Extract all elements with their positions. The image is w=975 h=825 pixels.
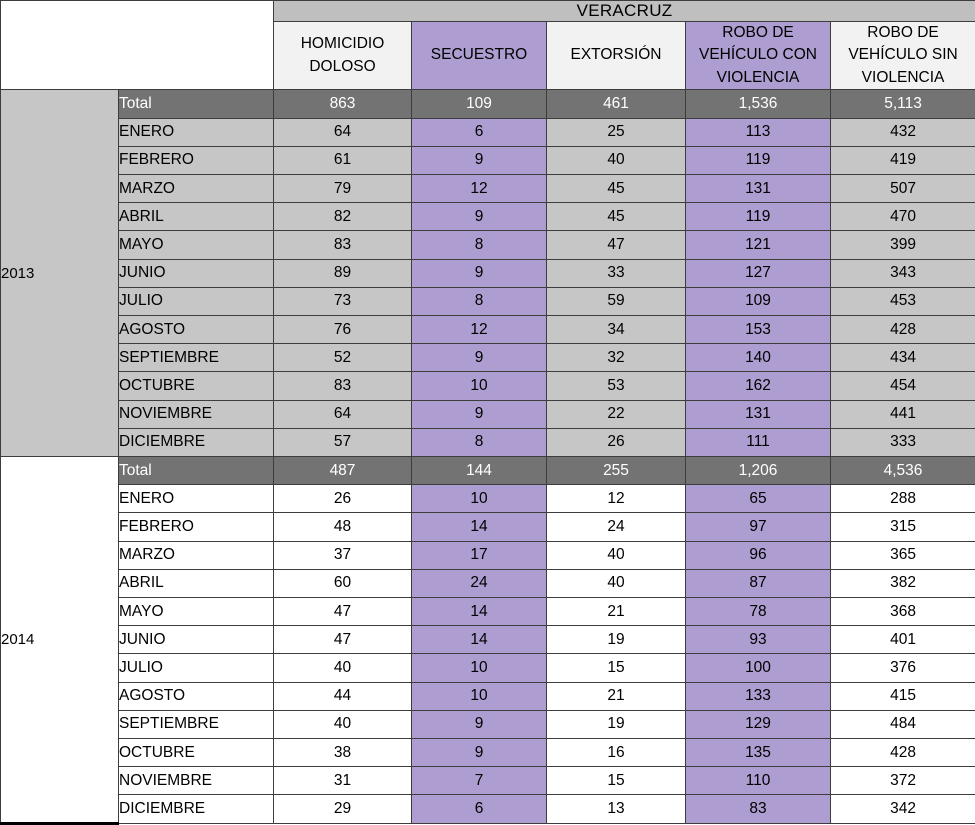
- cell-homicidio_doloso: 37: [274, 541, 412, 569]
- cell-robo_sin_violencia: 333: [831, 428, 975, 456]
- cell-secuestro: 9: [412, 400, 547, 428]
- cell-robo_sin_violencia: 399: [831, 231, 975, 259]
- group-header-veracruz: VERACRUZ: [274, 1, 975, 22]
- cell-extorsion: 40: [547, 569, 686, 597]
- table-row: [1, 259, 975, 287]
- cell-homicidio_doloso: 47: [274, 598, 412, 626]
- month-label: DICIEMBRE: [119, 795, 274, 824]
- cell-robo_sin_violencia: 376: [831, 654, 975, 682]
- table-row: [1, 287, 975, 315]
- cell-robo_con_violencia: 133: [686, 682, 831, 710]
- total-value-homicidio_doloso: 863: [274, 90, 412, 118]
- cell-secuestro: 10: [412, 372, 547, 400]
- column-header-extorsion: EXTORSIÓN: [547, 22, 686, 90]
- table-row: [1, 400, 975, 428]
- month-label: JUNIO: [119, 259, 274, 287]
- cell-robo_sin_violencia: 428: [831, 316, 975, 344]
- cell-robo_sin_violencia: 470: [831, 203, 975, 231]
- cell-extorsion: 21: [547, 682, 686, 710]
- cell-secuestro: 8: [412, 428, 547, 456]
- cell-homicidio_doloso: 31: [274, 767, 412, 795]
- cell-robo_sin_violencia: 434: [831, 344, 975, 372]
- table-row: [1, 795, 975, 824]
- month-label: ENERO: [119, 118, 274, 146]
- cell-robo_sin_violencia: 372: [831, 767, 975, 795]
- cell-extorsion: 15: [547, 654, 686, 682]
- cell-robo_sin_violencia: 453: [831, 287, 975, 315]
- cell-homicidio_doloso: 61: [274, 146, 412, 174]
- cell-robo_sin_violencia: 484: [831, 710, 975, 738]
- table-row: [1, 372, 975, 400]
- cell-robo_sin_violencia: 415: [831, 682, 975, 710]
- table-row: [1, 316, 975, 344]
- cell-homicidio_doloso: 29: [274, 795, 412, 824]
- month-label: ABRIL: [119, 203, 274, 231]
- header-corner-cell: [1, 1, 274, 90]
- cell-robo_con_violencia: 111: [686, 428, 831, 456]
- column-header-robo-vehiculo-con-violencia: ROBO DE VEHÍCULO CON VIOLENCIA: [686, 22, 831, 90]
- table-row: [1, 598, 975, 626]
- table-row: [1, 175, 975, 203]
- cell-robo_con_violencia: 65: [686, 485, 831, 513]
- cell-secuestro: 24: [412, 569, 547, 597]
- cell-extorsion: 16: [547, 739, 686, 767]
- cell-extorsion: 45: [547, 203, 686, 231]
- month-label: MAYO: [119, 598, 274, 626]
- cell-extorsion: 47: [547, 231, 686, 259]
- month-label: ABRIL: [119, 569, 274, 597]
- cell-robo_sin_violencia: 368: [831, 598, 975, 626]
- total-value-robo_sin_violencia: 4,536: [831, 457, 975, 485]
- cell-extorsion: 26: [547, 428, 686, 456]
- cell-robo_sin_violencia: 428: [831, 739, 975, 767]
- table-row: [1, 569, 975, 597]
- cell-homicidio_doloso: 76: [274, 316, 412, 344]
- month-label: NOVIEMBRE: [119, 767, 274, 795]
- cell-secuestro: 12: [412, 316, 547, 344]
- cell-homicidio_doloso: 47: [274, 626, 412, 654]
- cell-extorsion: 32: [547, 344, 686, 372]
- month-label: NOVIEMBRE: [119, 400, 274, 428]
- cell-robo_sin_violencia: 441: [831, 400, 975, 428]
- year-label-2014: 2014: [1, 457, 119, 824]
- month-label: ENERO: [119, 485, 274, 513]
- column-header-secuestro: SECUESTRO: [412, 22, 547, 90]
- cell-robo_sin_violencia: 382: [831, 569, 975, 597]
- cell-homicidio_doloso: 44: [274, 682, 412, 710]
- year-label-2013: 2013: [1, 90, 119, 457]
- cell-secuestro: 9: [412, 710, 547, 738]
- total-value-extorsion: 255: [547, 457, 686, 485]
- total-value-extorsion: 461: [547, 90, 686, 118]
- cell-secuestro: 17: [412, 541, 547, 569]
- cell-extorsion: 40: [547, 541, 686, 569]
- cell-secuestro: 12: [412, 175, 547, 203]
- header-row-group: [1, 1, 975, 22]
- cell-secuestro: 6: [412, 118, 547, 146]
- month-label: MARZO: [119, 175, 274, 203]
- cell-robo_con_violencia: 140: [686, 344, 831, 372]
- cell-secuestro: 9: [412, 739, 547, 767]
- table-row: [1, 767, 975, 795]
- cell-homicidio_doloso: 52: [274, 344, 412, 372]
- month-label: OCTUBRE: [119, 739, 274, 767]
- cell-secuestro: 14: [412, 598, 547, 626]
- table-row: [1, 682, 975, 710]
- cell-extorsion: 34: [547, 316, 686, 344]
- cell-homicidio_doloso: 40: [274, 710, 412, 738]
- cell-robo_con_violencia: 119: [686, 203, 831, 231]
- total-value-robo_sin_violencia: 5,113: [831, 90, 975, 118]
- cell-robo_con_violencia: 87: [686, 569, 831, 597]
- cell-robo_con_violencia: 83: [686, 795, 831, 824]
- cell-robo_con_violencia: 131: [686, 400, 831, 428]
- cell-homicidio_doloso: 60: [274, 569, 412, 597]
- table-row: [1, 485, 975, 513]
- cell-secuestro: 6: [412, 795, 547, 824]
- cell-secuestro: 9: [412, 203, 547, 231]
- total-row: [1, 90, 975, 118]
- cell-robo_con_violencia: 110: [686, 767, 831, 795]
- cell-homicidio_doloso: 82: [274, 203, 412, 231]
- cell-robo_sin_violencia: 288: [831, 485, 975, 513]
- cell-robo_sin_violencia: 343: [831, 259, 975, 287]
- cell-homicidio_doloso: 64: [274, 118, 412, 146]
- cell-homicidio_doloso: 64: [274, 400, 412, 428]
- cell-secuestro: 10: [412, 654, 547, 682]
- month-label: JUNIO: [119, 626, 274, 654]
- table-row: [1, 710, 975, 738]
- month-label: FEBRERO: [119, 146, 274, 174]
- cell-robo_con_violencia: 129: [686, 710, 831, 738]
- cell-homicidio_doloso: 40: [274, 654, 412, 682]
- cell-homicidio_doloso: 57: [274, 428, 412, 456]
- cell-robo_sin_violencia: 342: [831, 795, 975, 824]
- cell-robo_sin_violencia: 315: [831, 513, 975, 541]
- cell-robo_sin_violencia: 419: [831, 146, 975, 174]
- month-label: AGOSTO: [119, 316, 274, 344]
- table-row: [1, 626, 975, 654]
- cell-secuestro: 7: [412, 767, 547, 795]
- total-value-homicidio_doloso: 487: [274, 457, 412, 485]
- table-row: [1, 146, 975, 174]
- cell-secuestro: 9: [412, 344, 547, 372]
- cell-robo_sin_violencia: 507: [831, 175, 975, 203]
- month-label: SEPTIEMBRE: [119, 344, 274, 372]
- cell-extorsion: 40: [547, 146, 686, 174]
- cell-robo_sin_violencia: 454: [831, 372, 975, 400]
- cell-robo_con_violencia: 100: [686, 654, 831, 682]
- cell-secuestro: 9: [412, 146, 547, 174]
- cell-extorsion: 45: [547, 175, 686, 203]
- table-row: [1, 231, 975, 259]
- cell-extorsion: 22: [547, 400, 686, 428]
- cell-extorsion: 25: [547, 118, 686, 146]
- total-label: Total: [119, 457, 274, 485]
- cell-extorsion: 59: [547, 287, 686, 315]
- month-label: MAYO: [119, 231, 274, 259]
- cell-extorsion: 33: [547, 259, 686, 287]
- cell-robo_con_violencia: 113: [686, 118, 831, 146]
- cell-homicidio_doloso: 83: [274, 372, 412, 400]
- cell-secuestro: 10: [412, 682, 547, 710]
- cell-robo_con_violencia: 109: [686, 287, 831, 315]
- cell-robo_con_violencia: 119: [686, 146, 831, 174]
- column-header-robo-vehiculo-sin-violencia: ROBO DE VEHÍCULO SIN VIOLENCIA: [831, 22, 975, 90]
- cell-homicidio_doloso: 38: [274, 739, 412, 767]
- table-row: [1, 428, 975, 456]
- cell-homicidio_doloso: 83: [274, 231, 412, 259]
- cell-extorsion: 12: [547, 485, 686, 513]
- total-label: Total: [119, 90, 274, 118]
- cell-robo_con_violencia: 97: [686, 513, 831, 541]
- cell-robo_con_violencia: 96: [686, 541, 831, 569]
- month-label: AGOSTO: [119, 682, 274, 710]
- cell-secuestro: 8: [412, 231, 547, 259]
- cell-extorsion: 19: [547, 710, 686, 738]
- table-row: [1, 203, 975, 231]
- table-row: [1, 344, 975, 372]
- cell-extorsion: 53: [547, 372, 686, 400]
- month-label: SEPTIEMBRE: [119, 710, 274, 738]
- cell-robo_con_violencia: 78: [686, 598, 831, 626]
- month-label: FEBRERO: [119, 513, 274, 541]
- cell-extorsion: 19: [547, 626, 686, 654]
- month-label: OCTUBRE: [119, 372, 274, 400]
- cell-robo_sin_violencia: 365: [831, 541, 975, 569]
- cell-extorsion: 21: [547, 598, 686, 626]
- cell-secuestro: 14: [412, 626, 547, 654]
- month-label: JULIO: [119, 287, 274, 315]
- cell-secuestro: 9: [412, 259, 547, 287]
- total-value-secuestro: 144: [412, 457, 547, 485]
- cell-secuestro: 8: [412, 287, 547, 315]
- table-row: [1, 739, 975, 767]
- cell-homicidio_doloso: 73: [274, 287, 412, 315]
- month-label: MARZO: [119, 541, 274, 569]
- table-row: [1, 118, 975, 146]
- cell-homicidio_doloso: 89: [274, 259, 412, 287]
- cell-homicidio_doloso: 79: [274, 175, 412, 203]
- cell-robo_con_violencia: 131: [686, 175, 831, 203]
- month-label: DICIEMBRE: [119, 428, 274, 456]
- cell-homicidio_doloso: 48: [274, 513, 412, 541]
- cell-secuestro: 10: [412, 485, 547, 513]
- table-row: [1, 513, 975, 541]
- table-body: [1, 90, 975, 824]
- cell-secuestro: 14: [412, 513, 547, 541]
- cell-robo_con_violencia: 153: [686, 316, 831, 344]
- total-value-robo_con_violencia: 1,206: [686, 457, 831, 485]
- cell-extorsion: 13: [547, 795, 686, 824]
- cell-robo_sin_violencia: 401: [831, 626, 975, 654]
- cell-homicidio_doloso: 26: [274, 485, 412, 513]
- cell-extorsion: 15: [547, 767, 686, 795]
- cell-robo_con_violencia: 127: [686, 259, 831, 287]
- cell-robo_con_violencia: 121: [686, 231, 831, 259]
- table-row: [1, 541, 975, 569]
- cell-robo_sin_violencia: 432: [831, 118, 975, 146]
- table-row: [1, 654, 975, 682]
- total-row: [1, 457, 975, 485]
- table-header: [1, 1, 975, 90]
- cell-robo_con_violencia: 93: [686, 626, 831, 654]
- total-value-secuestro: 109: [412, 90, 547, 118]
- cell-robo_con_violencia: 135: [686, 739, 831, 767]
- month-label: JULIO: [119, 654, 274, 682]
- cell-robo_con_violencia: 162: [686, 372, 831, 400]
- column-header-homicidio-doloso: HOMICIDIO DOLOSO: [274, 22, 412, 90]
- total-value-robo_con_violencia: 1,536: [686, 90, 831, 118]
- cell-extorsion: 24: [547, 513, 686, 541]
